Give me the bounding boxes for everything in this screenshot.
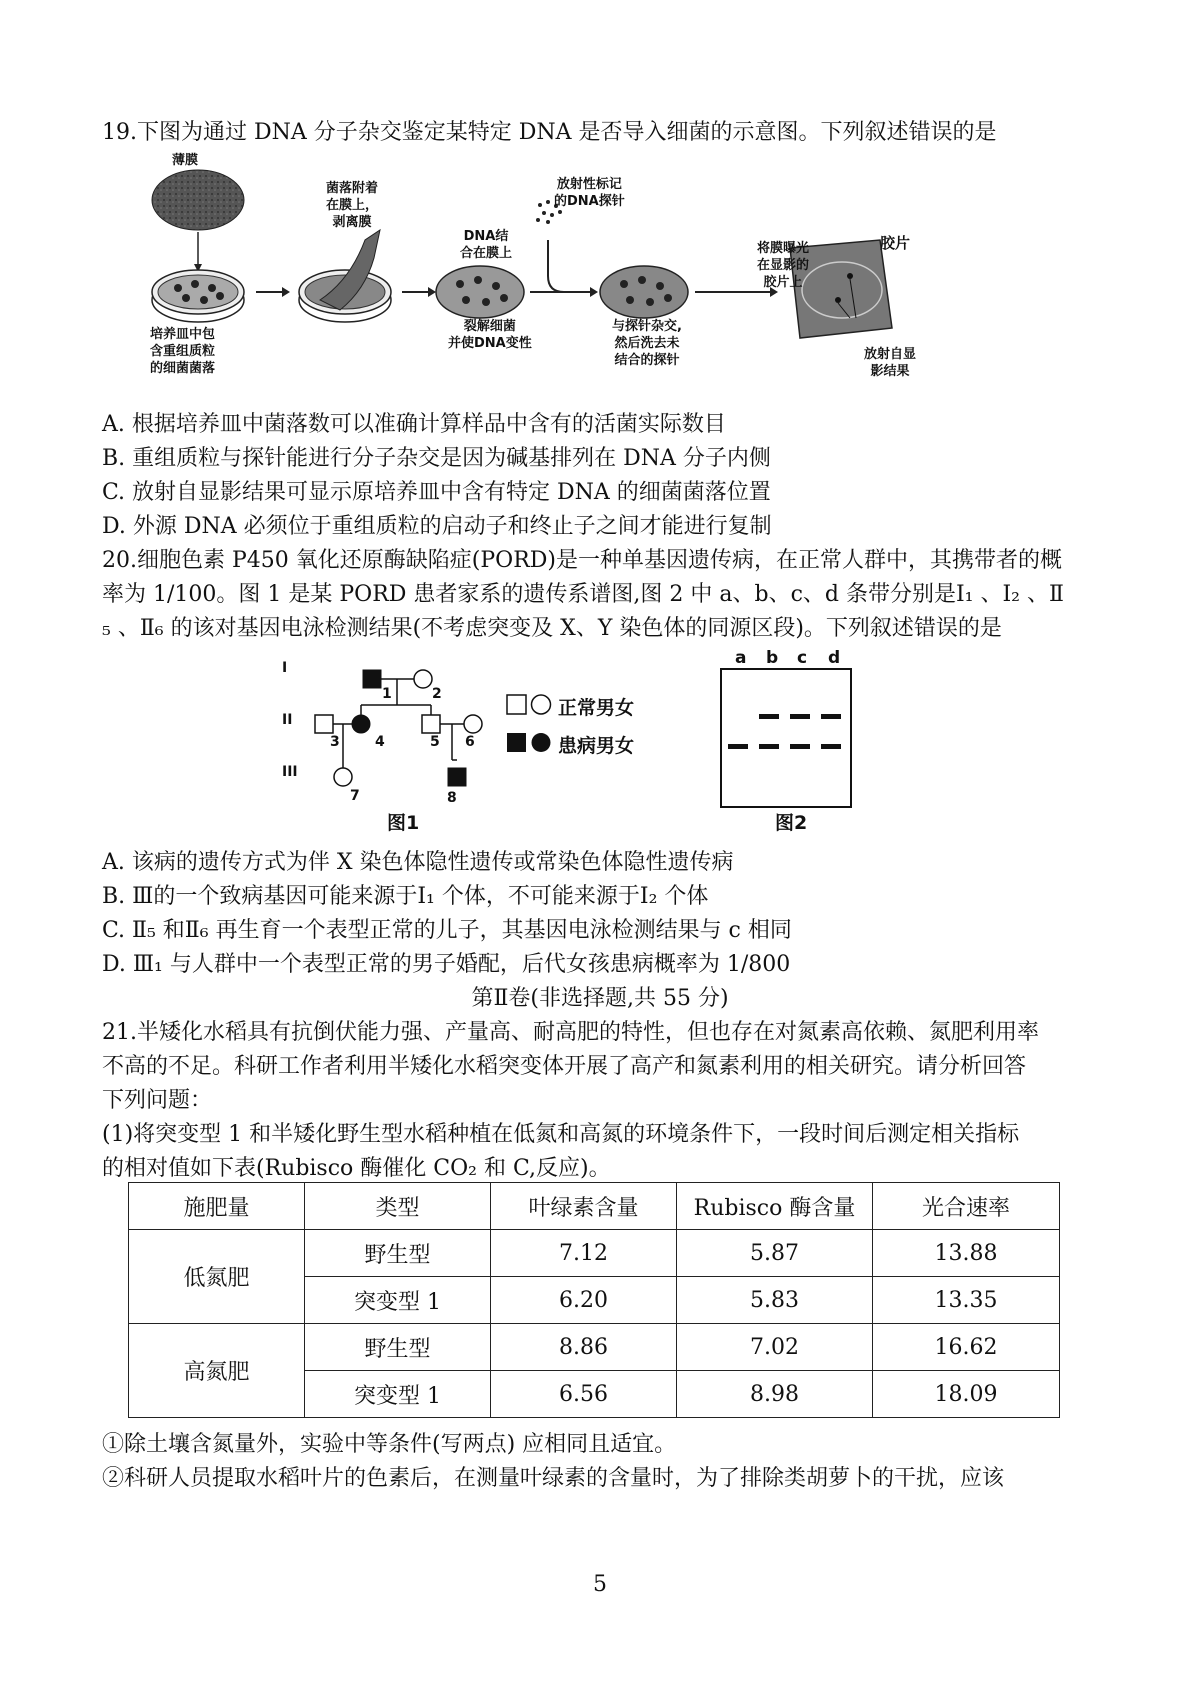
expose-label: 将膜曝光 在显影的 胶片上: [757, 241, 810, 290]
gel-band-lower: [759, 744, 779, 749]
probe-label: 放射性标记 的DNA探针: [554, 177, 625, 209]
gel-band-upper: [759, 714, 779, 719]
gen-ii-label: II: [282, 712, 293, 728]
legend-affected: 患病男女: [558, 735, 635, 757]
table-cell: 18.09: [873, 1371, 1060, 1418]
table-cell: 野生型: [305, 1324, 491, 1371]
electrophoresis-gel: [720, 668, 852, 808]
figure-1-caption: 图1: [387, 812, 420, 834]
table-cell: 6.56: [491, 1371, 677, 1418]
id-8: 8: [447, 790, 457, 806]
table-header-row: [129, 1183, 1060, 1230]
membrane-label: 薄膜: [172, 153, 199, 168]
table-cell: 8.98: [677, 1371, 873, 1418]
membrane-hybridized: [600, 266, 688, 318]
q21-stem-3: 下列问题：: [102, 1088, 213, 1113]
header-cell: 叶绿素含量: [491, 1183, 677, 1230]
q21-note-1: ①除土壤含氮量外，实验中等条件(写两点) 应相同且适宜。: [102, 1432, 677, 1457]
gel-band-lower: [728, 744, 748, 749]
data-table: [128, 1182, 1060, 1418]
id-2: 2: [432, 686, 442, 702]
lane-a: a: [735, 648, 747, 668]
gen-i-label: I: [282, 660, 288, 676]
q20-stem-3: ₅ 、Ⅱ₆ 的该对基因电泳检测结果(不考虑突变及 X、Y 染色体的同源区段)。下列叙述错误的是: [102, 616, 1002, 641]
table-cell: 8.86: [491, 1324, 677, 1371]
table-cell: 野生型: [305, 1230, 491, 1277]
membrane-with-dna: [436, 266, 524, 318]
q19-option-d: D. 外源 DNA 必须位于重组质粒的启动子和终止子之间才能进行复制: [102, 514, 772, 539]
q19-stem: 19.下图为通过 DNA 分子杂交鉴定某特定 DNA 是否导入细菌的示意图。下列叙述错误的是: [102, 120, 997, 145]
dna-bind-label: DNA结 合在膜上: [460, 229, 513, 261]
id-4: 4: [375, 734, 385, 750]
pedigree-legend-symbols: [505, 693, 557, 763]
lyse-label: 裂解细菌 并使DNA变性: [448, 319, 532, 351]
hybrid-label: 与探针杂交, 然后洗去未 结合的探针: [612, 319, 682, 368]
id-1: 1: [382, 686, 392, 702]
header-cell: Rubisco 酶含量: [677, 1183, 873, 1230]
table-cell: 16.62: [873, 1324, 1060, 1371]
gel-band-lower: [790, 744, 810, 749]
page-number: 5: [593, 1572, 607, 1597]
legend-normal: 正常男女: [558, 697, 635, 719]
membrane-disc: [152, 170, 244, 230]
lane-b: b: [766, 648, 779, 668]
q20-option-c: C. Ⅱ₅ 和Ⅱ₆ 再生育一个表型正常的儿子，其基因电泳检测结果与 c 相同: [102, 918, 792, 943]
q20-option-d: D. Ⅲ₁ 与人群中一个表型正常的男子婚配，后代女孩患病概率为 1/800: [102, 952, 791, 977]
q19-option-a: A. 根据培养皿中菌落数可以准确计算样品中含有的活菌实际数目: [102, 412, 726, 437]
table-cell: 7.12: [491, 1230, 677, 1277]
id-7: 7: [350, 788, 360, 804]
table-cell: 5.87: [677, 1230, 873, 1277]
table-cell: 5.83: [677, 1277, 873, 1324]
culture-dish-2: [299, 230, 391, 322]
q21-stem-1: 21.半矮化水稻具有抗倒伏能力强、产量高、耐高肥的特性，但也存在对氮素高依赖、氮肥利用率: [102, 1020, 1039, 1045]
gel-band-lower: [821, 744, 841, 749]
table-cell: 7.02: [677, 1324, 873, 1371]
table-cell: 13.35: [873, 1277, 1060, 1324]
table-row: [129, 1324, 1060, 1371]
attach-label: 菌落附着 在膜上， 剥离膜: [326, 181, 379, 230]
id-3: 3: [330, 734, 340, 750]
lane-d: d: [828, 648, 841, 668]
q21-note-2: ②科研人员提取水稻叶片的色素后，在测量叶绿素的含量时，为了排除类胡萝卜的干扰，应该: [102, 1466, 1005, 1491]
id-5: 5: [430, 734, 440, 750]
dish-caption: 培养皿中包 含重组质粒 的细菌菌落: [150, 327, 216, 376]
table-cell: 6.20: [491, 1277, 677, 1324]
q21-sub1-line2: 的相对值如下表(Rubisco 酶催化 CO₂ 和 C,反应)。: [102, 1156, 611, 1181]
table-cell: 突变型 1: [305, 1277, 491, 1324]
gel-band-upper: [790, 714, 810, 719]
table-cell: 13.88: [873, 1230, 1060, 1277]
figure-2-caption: 图2: [775, 812, 808, 834]
table-row: [129, 1230, 1060, 1277]
result-label: 放射自显 影结果: [864, 347, 917, 379]
q20-stem-1: 20.细胞色素 P450 氧化还原酶缺陷症(PORD)是一种单基因遗传病，在正常人群中，其携带者的概: [102, 548, 1062, 573]
gen-iii-label: III: [282, 764, 298, 780]
film-label: 胶片: [880, 234, 911, 252]
section-title: 第Ⅱ卷(非选择题,共 55 分): [471, 986, 729, 1011]
fert-cell: 低氮肥: [129, 1230, 305, 1324]
q19-option-c: C. 放射自显影结果可显示原培养皿中含有特定 DNA 的细菌菌落位置: [102, 480, 771, 505]
q19-option-b: B. 重组质粒与探针能进行分子杂交是因为碱基排列在 DNA 分子内侧: [102, 446, 771, 471]
header-cell: 类型: [305, 1183, 491, 1230]
q20-stem-2: 率为 1/100。图 1 是某 PORD 患者家系的遗传系谱图,图 2 中 a、b、c、d 条带分别是Ⅰ₁ 、I₂ 、Ⅱ: [102, 582, 1064, 607]
culture-dish-1: [152, 270, 244, 322]
q20-option-b: B. Ⅲ的一个致病基因可能来源于Ⅰ₁ 个体，不可能来源于Ⅰ₂ 个体: [102, 884, 709, 909]
id-6: 6: [465, 734, 475, 750]
q20-option-a: A. 该病的遗传方式为伴 X 染色体隐性遗传或常染色体隐性遗传病: [102, 850, 734, 875]
table-cell: 突变型 1: [305, 1371, 491, 1418]
gel-band-upper: [821, 714, 841, 719]
header-cell: 施肥量: [129, 1183, 305, 1230]
q21-sub1-line1: (1)将突变型 1 和半矮化野生型水稻种植在低氮和高氮的环境条件下，一段时间后测定相关指标: [102, 1122, 1020, 1147]
fert-cell: 高氮肥: [129, 1324, 305, 1418]
q21-stem-2: 不高的不足。科研工作者利用半矮化水稻突变体开展了高产和氮素利用的相关研究。请分析回答: [102, 1054, 1027, 1079]
header-cell: 光合速率: [873, 1183, 1060, 1230]
lane-c: c: [797, 648, 808, 668]
